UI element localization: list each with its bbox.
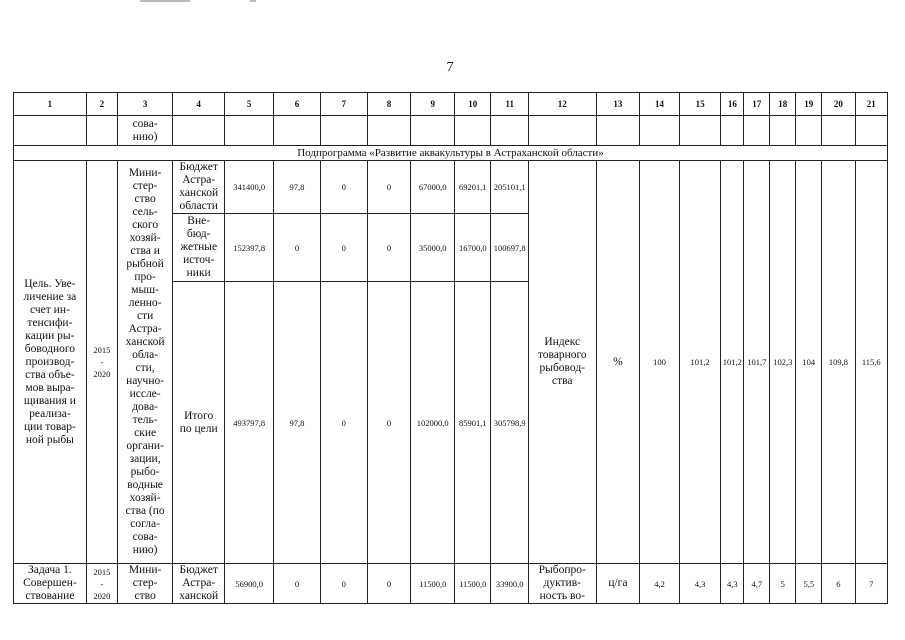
amount-2017: 0: [367, 282, 411, 564]
col-num: 5: [225, 93, 274, 116]
amount-2017: 0: [367, 161, 411, 214]
amount-total: 493797,8: [225, 282, 274, 564]
indicator-value: 7: [855, 564, 887, 604]
indicator-value: 109,8: [822, 161, 855, 564]
task-name: Задача 1. Совершен- ствование: [14, 564, 87, 604]
continuation-row: [14, 116, 888, 146]
page-number: 7: [446, 60, 454, 75]
col-num: 16: [721, 93, 744, 116]
goal-executor: Мини- стер- ство сель- ского хозяй- ства и рыбной про- мыш- ленно- сти Астра- ханской обла- сти, научно- иссле- дова- тель- ские органи- зации, рыбо- водные хозяй- ства (по согла- сова- нию): [118, 161, 173, 564]
amount-2019: 69201,1: [455, 161, 491, 214]
goal-indicator: Индекс товарного рыбовод- ства: [528, 161, 596, 564]
subprogram-row: [14, 146, 888, 161]
col-num: 15: [679, 93, 721, 116]
indicator-value: 4,2: [640, 564, 680, 604]
col-num: 13: [596, 93, 640, 116]
indicator-value: 101,2: [679, 161, 721, 564]
col-num: 17: [744, 93, 770, 116]
task-executor: Мини- стер- ство: [118, 564, 173, 604]
amount-2019: 11500,0: [455, 564, 491, 604]
amount-2016: 0: [320, 214, 367, 282]
indicator-value: 4,3: [721, 564, 744, 604]
amount-2019: 16700,0: [455, 214, 491, 282]
col-num: 4: [173, 93, 225, 116]
task-years: 2015 - 2020: [86, 564, 117, 604]
indicator-value: 5,5: [796, 564, 822, 604]
indicator-value: 100: [640, 161, 680, 564]
continuation-executor: сова- нию): [118, 116, 173, 146]
amount-2015: 0: [274, 564, 321, 604]
goal-unit: %: [596, 161, 640, 564]
goal-name: Цель. Уве- личение за счет ин- тенсифи- кации ры- боводного производ- ства объе- мов выра- щивания и реализа- ции товар- ной рыбы: [14, 161, 87, 564]
indicator-value: 104: [796, 161, 822, 564]
indicator-value: 4,7: [744, 564, 770, 604]
amount-2017: 0: [367, 564, 411, 604]
amount-2020: 205101,1: [491, 161, 528, 214]
amount-2018: 67000,0: [411, 161, 455, 214]
top-edge-mark-small: [250, 0, 256, 2]
col-num: 8: [367, 93, 411, 116]
col-num: 14: [640, 93, 680, 116]
amount-2020: 305798,9: [491, 282, 528, 564]
col-num: 19: [796, 93, 822, 116]
amount-2017: 0: [367, 214, 411, 282]
indicator-value: 6: [822, 564, 855, 604]
amount-total: 56900,0: [225, 564, 274, 604]
funding-source: Бюджет Астра- ханской: [173, 564, 225, 604]
amount-2015: 0: [274, 214, 321, 282]
col-num: 20: [822, 93, 855, 116]
goal-years: 2015 - 2020: [86, 161, 117, 564]
indicator-value: 101,2: [721, 161, 744, 564]
col-num: 2: [86, 93, 117, 116]
indicator-value: 5: [770, 564, 796, 604]
amount-2020: 33900,0: [491, 564, 528, 604]
amount-2015: 97,8: [274, 161, 321, 214]
col-num: 21: [855, 93, 887, 116]
indicator-value: 102,3: [770, 161, 796, 564]
col-num: 18: [770, 93, 796, 116]
amount-total: 152397,8: [225, 214, 274, 282]
amount-2016: 0: [320, 282, 367, 564]
col-num: 11: [491, 93, 528, 116]
amount-2020: 100697,8: [491, 214, 528, 282]
col-num: 1: [14, 93, 87, 116]
amount-2019: 85901,1: [455, 282, 491, 564]
funding-source: Бюджет Астра- ханской области: [173, 161, 225, 214]
amount-2015: 97,8: [274, 282, 321, 564]
col-num: 10: [455, 93, 491, 116]
amount-2018: 35000,0: [411, 214, 455, 282]
task-indicator: Рыбопро- дуктив- ность во-: [528, 564, 596, 604]
top-edge-mark: [140, 0, 190, 2]
column-number-row: [14, 93, 888, 116]
funding-source: Итого по цели: [173, 282, 225, 564]
task-unit: ц/га: [596, 564, 640, 604]
program-table: [13, 92, 888, 604]
amount-2016: 0: [320, 161, 367, 214]
indicator-value: 115,6: [855, 161, 887, 564]
col-num: 12: [528, 93, 596, 116]
col-num: 3: [118, 93, 173, 116]
funding-source: Вне- бюд- жетные источ- ники: [173, 214, 225, 282]
indicator-value: 4,3: [679, 564, 721, 604]
amount-2018: 11500,0: [411, 564, 455, 604]
subprogram-title: Подпрограмма «Развитие аквакультуры в Астраханской области»: [14, 146, 888, 161]
goal-row-budget: [14, 161, 888, 214]
indicator-value: 101,7: [744, 161, 770, 564]
amount-2018: 102000,0: [411, 282, 455, 564]
col-num: 7: [320, 93, 367, 116]
col-num: 9: [411, 93, 455, 116]
amount-2016: 0: [320, 564, 367, 604]
amount-total: 341400,0: [225, 161, 274, 214]
task1-row: [14, 564, 888, 604]
col-num: 6: [274, 93, 321, 116]
